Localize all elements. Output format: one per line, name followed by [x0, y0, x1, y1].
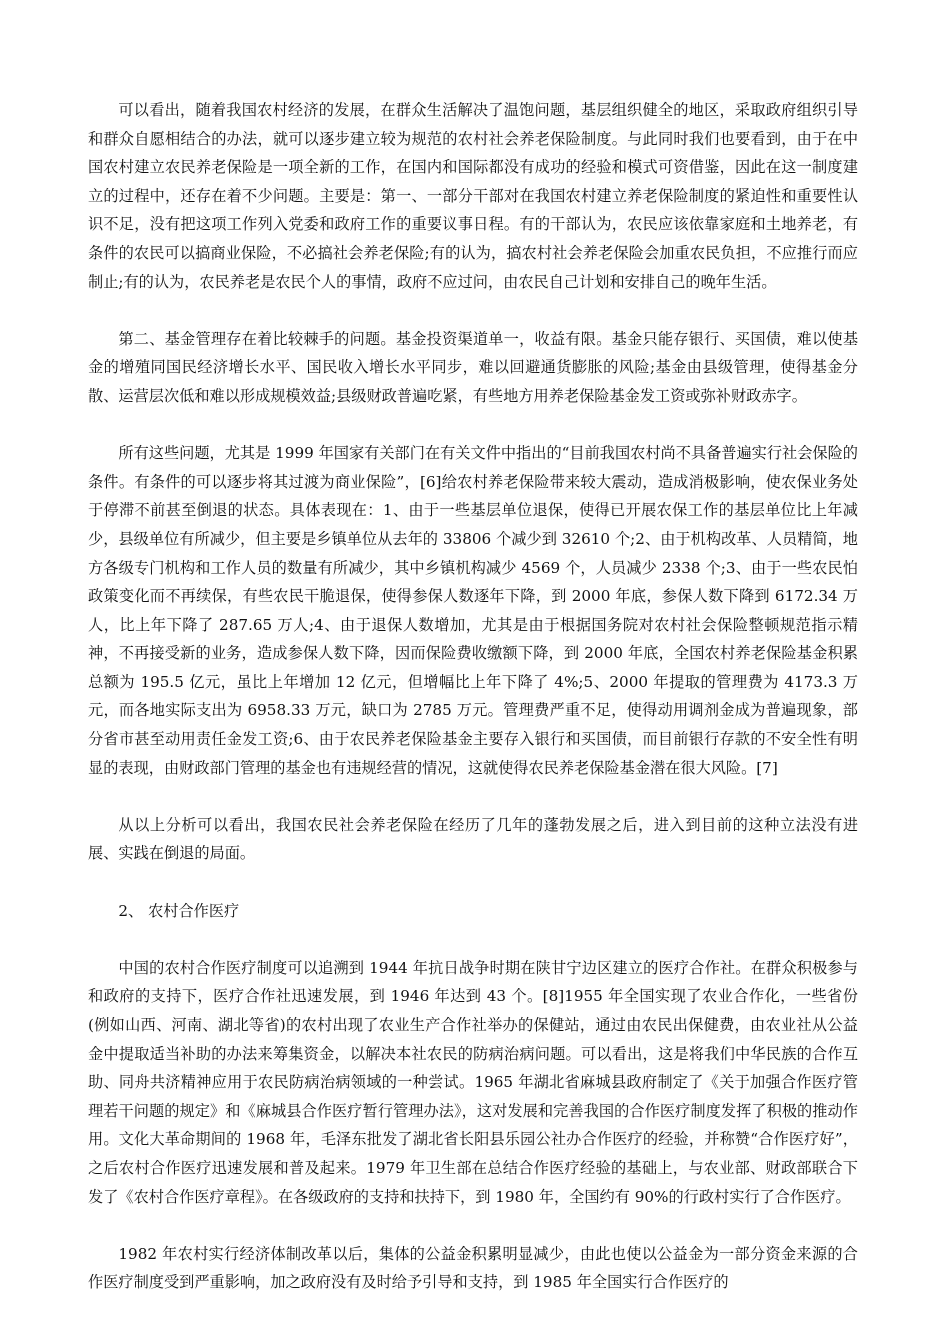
paragraph: 所有这些问题，尤其是 1999 年国家有关部门在有关文件中指出的“目前我国农村尚不具备普遍实行社会保险的条件。有条件的可以逐步将其过渡为商业保险”，[6]给农村养老保险带来较大震动，造成消极影响，使农保业务处于停滞不前甚至倒退的状态。具体表现在：1、由于一些基层单位退保，使得已开展农保工作的基层单位比上年减少，县级单位有所减少，但主要是乡镇单位从去年的 33806 个减少到 32610 个;2、由于机构改革、人员精简，地方各级专门机构和工作人员的数量有所减少，其中乡镇机构减少 4569 个，人员减少 2338 个;3、由于一些农民怕政策变化而不再续保，有些农民干脆退保，使得参保人数逐年下降，到 2000 年底，参保人数下降到 6172.34 万人，比上年下降了 287.65 万人;4、由于退保人数增加，尤其是由于根据国务院对农村社会保险整顿规范指示精神，不再接受新的业务，造成参保人数下降，因而保险费收缴额下降，到 2000 年底，全国农村养老保险基金积累总额为 195.5 亿元，虽比上年增加 12 亿元，但增幅比上年下降了 4%;5、2000 年提取的管理费为 4173.3 万元，而各地实际支出为 6958.33 万元，缺口为 2785 万元。管理费严重不足，使得动用调剂金成为普遍现象，部分省市甚至动用责任金发工资;6、由于农民养老保险基金主要存入银行和买国债，而目前银行存款的不安全性有明显的表现，由财政部门管理的基金也有违规经营的情况，这就使得农民养老保险基金潜在很大风险。[7]	[88, 444, 858, 777]
paragraph-gap	[88, 868, 858, 897]
paragraph: 中国的农村合作医疗制度可以追溯到 1944 年抗日战争时期在陕甘宁边区建立的医疗合作社。在群众积极参与和政府的支持下，医疗合作社迅速发展，到 1946 年达到 43 个。[8]1955 年全国实现了农业合作化，一些省份(例如山西、河南、湖北等省)的农村出现了农业生产合作社举办的保健站，通过由农民出保健费，由农业社从公益金中提取适当补助的办法来筹集资金，以解决本社农民的防病治病问题。可以看出，这是将我们中华民族的合作互助、同舟共济精神应用于农民防病治病领域的一种尝试。1965 年湖北省麻城县政府制定了《关于加强合作医疗管理若干问题的规定》和《麻城县合作医疗暂行管理办法》，这对发展和完善我国的合作医疗制度发挥了积极的推动作用。文化大革命期间的 1968 年，毛泽东批发了湖北省长阳县乐园公社办合作医疗的经验，并称赞“合作医疗好”，之后农村合作医疗迅速发展和普及起来。1979 年卫生部在总结合作医疗经验的基础上，与农业部、财政部联合下发了《农村合作医疗章程》。在各级政府的支持和扶持下，到 1980 年，全国约有 90%的行政村实行了合作医疗。	[88, 958, 858, 1206]
paragraph: 第二、基金管理存在着比较棘手的问题。基金投资渠道单一，收益有限。基金只能存银行、买国债，难以使基金的增殖同国民经济增长水平、国民收入增长水平同步，难以回避通货膨胀的风险;基金由县级管理，使得基金分散、运营层次低和难以形成规模效益;县级财政普遍吃紧，有些地方用养老保险基金发工资或弥补财政赤字。	[88, 329, 858, 405]
document-page	[88, 96, 858, 1297]
paragraph: 可以看出，随着我国农村经济的发展，在群众生活解决了温饱问题，基层组织健全的地区，采取政府组织引导和群众自愿相结合的办法，就可以逐步建立较为规范的农村社会养老保险制度。与此同时我们也要看到，由于在中国农村建立农民养老保险是一项全新的工作，在国内和国际都没有成功的经验和模式可资借鉴，因此在这一制度建立的过程中，还存在着不少问题。主要是：第一、一部分干部对在我国农村建立养老保险制度的紧迫性和重要性认识不足，没有把这项工作列入党委和政府工作的重要议事日程。有的干部认为，农民应该依靠家庭和土地养老，有条件的农民可以搞商业保险，不必搞社会养老保险;有的认为，搞农村社会养老保险会加重农民负担，不应推行而应制止;有的认为，农民养老是农民个人的事情，政府不应过问，由农民自己计划和安排自己的晚年生活。	[88, 101, 858, 291]
paragraph-gap	[88, 925, 858, 954]
paragraph: 从以上分析可以看出，我国农民社会养老保险在经历了几年的蓬勃发展之后，进入到目前的这种立法没有进展、实践在倒退的局面。	[88, 815, 858, 863]
paragraph-gap	[88, 411, 858, 440]
section-heading: 2、 农村合作医疗	[118, 901, 240, 920]
paragraph-gap	[88, 296, 858, 325]
paragraph: 1982 年农村实行经济体制改革以后，集体的公益金积累明显减少，由此也使以公益金为一部分资金来源的合作医疗制度受到严重影响，加之政府没有及时给予引导和支持，到 1985 年全国实行合作医疗的	[88, 1244, 858, 1292]
paragraph-gap	[88, 782, 858, 811]
paragraph-gap	[88, 1211, 858, 1240]
